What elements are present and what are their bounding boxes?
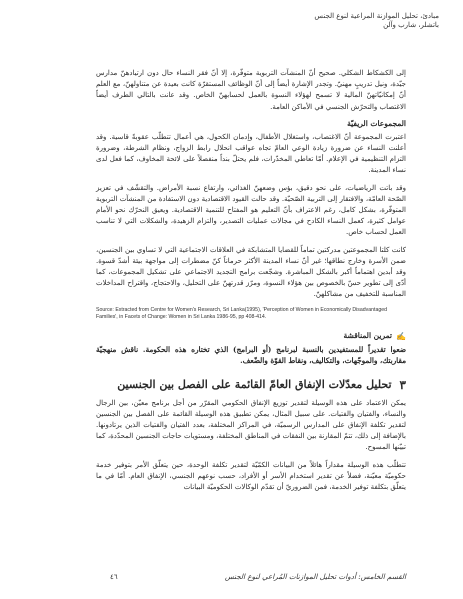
subheading: المجموعات الريفيّة [347,118,406,128]
page-content [96,68,406,499]
footer-title: القسم الخامس: أدوات تحليل الموازنات المُراعي لنوع الجنس [224,572,406,581]
header-line-2: باتشلر، شارب وآلن [383,21,439,29]
section-title: تحليل معدّلات الإنفاق العامّ القائمة على الفصل بين الجنسين [117,377,392,391]
paragraph: وقد باتت الرياضيات، على نحو دقيق، بؤس وضعهنّ الغذائي، وارتفاع نسبة الأمراض. والتقشّف في تعزيز الصّحة العامّة، والافتقار إلى التربية الصّحيّة. وقد حالت القيود الاقتصادية دون الاستفادة من المنشآت التربوية المتوفّرة، بشكل كامل، رغم الاعتراف بأنّ التعليم هو المفتاح للتنمية الاقتصادية. ويعيق النحرّك نحو الأمام عوامل كثيرة، كعمل النساء الكادح في مجالات عمليات التصدير، والتزام الزهيدة، والشكلات التي لا تناسب العمل لحساب خاص. [96,183,406,237]
section-heading [96,378,406,392]
section-number: ٣ [399,377,406,392]
page-number: ٤٦ [110,572,118,581]
source-citation: Source: Extracted from Centre for Women's Research, Sri Lanka(1995), 'Perception of Women in Economically Disadvantaged Families', in Facets of Change: Women in Sri Lanka 1986-95, pp 408-414. [96,306,387,320]
exercise-heading [96,331,406,341]
paragraph: كانت كلتا المجموعتين مدركتين تماماً للقضايا المتشابكة في العلاقات الاجتماعية التي لا تساوي بين الجنسين، ضمن الأسرة وخارج نطاقها؛ غير أنّ نساء المدينة الأكثر حرماناً كنّ مضطرات إلى مواجهة بيئة أشدّ قسوة. وقد أبدين اهتماماً أكبر بالشكل المباشرة. وشجّعت برامج التجديد الاجتماعي على تشكيل المجموعات، كما أدّى إلى تطوير حسّ بالخصوص بين هؤلاء النسوة، ومرّز قدرتهنّ على التحليل، والاحتجاج، واقتراح المداخلات المناسبة للتخفيف من مشاكلهنّ. [96,245,406,299]
pencil-icon: ✍ [396,330,406,341]
paragraph: تتطلّب هذه الوسيلة مقداراً هائلاً من البيانات الكمّيّة لتقدير تكلفة الوحدة، حين يتعلّق الأمر بتوفير خدمة حكوميّة معيّنة، فضلاً عن تقدير استخدام الأسر أو الأفراد، حسب نوعهم الجنسي، الإنفاق العام. أمّا في ما يتعلّق بتكلفة توفير الخدمة، فمن الضروريّ أن تقدّم الوكالات الحكوميّة البيانات [96,460,406,492]
exercise-title: تمرين المناقشة [343,331,393,341]
page-footer [110,572,406,581]
header-line-1: مبادئ، تحليل الموازنة المراعية لنوع الجنس [314,12,439,20]
paragraph: يمكن الاعتماد على هذه الوسيلة لتقدير توزيع الإنفاق الحكومي المقرّر من أجل برنامج معيّن، بين الرجال والنساء، والفتيان والفتيات. على سبيل المثال، يمكن تطبيق هذه الوسيلة القائمة على الفصل بين الجنسين لتقدير تكلفة الإنفاق على المدارس الرسميّة، في المراكز المختلفة، بعدد الفتيان والفتيات الذين يرتادونها. بالإضافة إلى ذلك، تتمّ المقارنة بين النفقات في المناطق المختلفة، ومستويات حاجات الجنسين المحدّدة، كما تبيّنها المسوح. [96,398,406,452]
exercise-box [96,331,406,366]
paragraph: إلى الكشكاط الشكلي. صحيح أنّ المنشآت التربوية متوفّرة، إلا أنّ فقر النساء حال دون ارتيادهنّ مدارس جيّدة، ونيل تدريبٍ مهنيّ. وتجدر الإشارة أيضاً إلى أنّ الوظائف المستقرّة كانت بعيدة عن متناولهنّ، مع العلم أنّ إمكانيّاتهنّ المالية لا تسمح لهؤلاء النسوة بالعمل لحسابهنّ الخاص. وقد عانت بالتالي الطرف أيضاً الاغتصاب والتحرّش الجنسي في الأماكن العامة. [96,69,406,111]
exercise-text: ضعوا تقديراً للمستفيدين بالنسبة لبرنامج (أو البرامج) الذي تختاره هذه الحكومة. ناقش منهجيّة مقاربتك، والموجّهات، والتكاليف، ونقاط القوّة والضّعف. [96,344,406,365]
paragraph: اعتبرت المجموعة أنّ الاغتصاب، واستغلال الأطفال، وإدمان الكحول، هي أعمال تتطلّب عقوبةً قاسية. وقد أعلنت النساء عن ضرورة زيادة الوعي العامّ تجاه عواقب انحلال رابط الزواج، ونظام الشرطة، وضرورة التزام التنظيمية في الإعلام. أمّا تعاطي المخدّرات، فلم يحتلّ بنداً منفصلاً على لائحة المخاوف، كما فعل لدى نساء المدينة. [96,132,406,175]
running-header [239,12,439,30]
